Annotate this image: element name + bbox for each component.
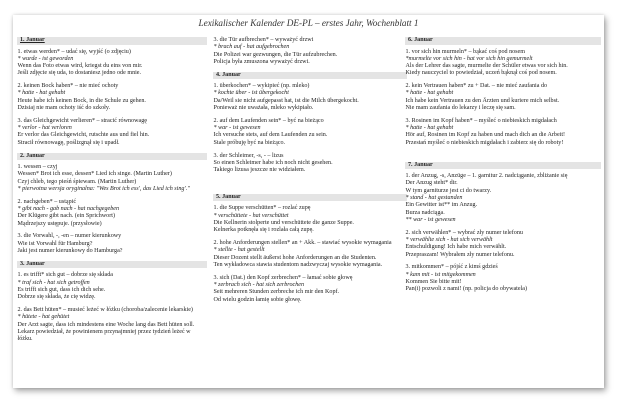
- day-label: 5. Januar: [216, 193, 241, 200]
- page-title: Lexikalischer Kalender DE-PL – erstes Jahr, Wochenblatt 1: [198, 18, 419, 28]
- entry: [405, 230, 601, 259]
- entry-example-de: Als der Lehrer das sagte, murmelte der Schüler etwas vor sich hin.: [405, 63, 568, 70]
- entry-example-de: Hör auf, Rosinen im Kopf zu haben und mach dich an die Arbeit!: [405, 132, 566, 139]
- entry: [213, 240, 407, 269]
- entry: [213, 153, 407, 175]
- entry-example-de: Die Polizei war gezwungen, die Tür aufzubrechen.: [213, 51, 338, 58]
- entry-forms: * hütete - hat gehütet: [17, 314, 70, 321]
- entry-example-pl: Dzisiaj nie mam ochoty iść do szkoły.: [17, 105, 111, 112]
- day-header-6: [405, 37, 601, 45]
- entry: [405, 83, 601, 112]
- entry-forms: * hatte - hat gehabt: [405, 125, 454, 132]
- entry-example-pl: Przepraszam! Wybrałem zły numer telefonu.: [405, 251, 515, 258]
- entry-forms: * verlor - hat verloren: [17, 125, 72, 132]
- entry-head: 3. das Gleichgewicht verlieren* – stracić równowagę: [17, 117, 147, 124]
- entry-forms: * hatte - hat gehabt: [17, 90, 66, 97]
- column-1: [17, 37, 207, 349]
- entry: [17, 199, 207, 228]
- calendar-sheet: [13, 15, 604, 388]
- entry-example-pl: Policja była zmuszona wyważyć drzwi.: [213, 58, 310, 65]
- entry-example-de: Wenn das Foto etwas wird, kriegst du eins von mir.: [17, 63, 143, 70]
- column-2: [213, 37, 407, 310]
- entry-example-de: Wie ist Vorwahl für Hamburg?: [17, 240, 93, 247]
- entry-head: 3. Rosinen im Kopf haben* – myśleć o niebieskich migdałach: [405, 117, 557, 124]
- entry-example-pl: Jaki jest numer kierunkowy do Hamburga?: [17, 248, 123, 255]
- entry: [17, 118, 207, 147]
- entry-forms: * war - ist gewesen: [213, 125, 261, 132]
- entry: [405, 173, 601, 224]
- entry-example-de: Der Klügere gibt nach. (ein Sprichwort): [17, 213, 115, 220]
- day-label: 1. Januar: [20, 37, 45, 43]
- day-header-5: [213, 194, 407, 202]
- entry: [213, 37, 407, 66]
- day-header-2: [17, 153, 207, 161]
- entry-head: 1. überkochen* – wykipieć (np. mleko): [213, 83, 310, 90]
- entry-head: 3. die Vorwahl, -, -en – numer kierunkowy: [17, 233, 122, 240]
- entry: [213, 275, 407, 304]
- entry-example-pl: Stale próbuję być na bieżąco.: [213, 139, 286, 146]
- entry-example-pl: Pan(i) pozwoli z nami! (np. policja do obywatela): [405, 286, 528, 293]
- entry-head: 2. keinen Bock haben* – nie mieć ochoty: [17, 83, 119, 90]
- entry-example-pl: Od wielu godzin łamię sobie głowę.: [213, 296, 302, 303]
- entry-example-de: Er verlor das Gleichgewicht, rutschte aus und fiel hin.: [17, 132, 150, 139]
- entry-forms: * traf sich - hat sich getroffen: [17, 279, 90, 286]
- day-label: 6. Januar: [408, 37, 433, 43]
- entry-example-de: Es trifft sich gut, dass ich dich sehe.: [17, 286, 106, 293]
- day-label: 3. Januar: [20, 260, 45, 267]
- entry: [405, 49, 601, 78]
- entry-example-pl: Nie mam zaufania do lekarzy i leczę się sam.: [405, 105, 516, 112]
- day-label: 2. Januar: [20, 152, 45, 159]
- entry-example-de: Seit mehreren Stunden zerbreche ich mir den Kopf.: [213, 289, 340, 296]
- entry-example-pl: Dobrze się składa, że cię widzę.: [17, 294, 96, 301]
- entry: [17, 272, 207, 301]
- entry-example-de: Wessen* Brot ich esse, dessen* Lied ich singe. (Martin Luther): [17, 171, 172, 178]
- entry: [17, 307, 207, 343]
- entry: [17, 164, 207, 193]
- entry-example-pl: Przestań myśleć o niebieskich migdałach i zabierz się do roboty!: [405, 139, 564, 146]
- entry-forms: * kam mit - ist mitgekommen: [405, 271, 476, 278]
- entry-example-de: Ich habe kein Vertrauen zu den Ärzten und kuriere mich selbst.: [405, 97, 560, 104]
- entry-example-pl: Mądrzejszy ustępuje. (przysłowie): [17, 220, 102, 227]
- entry-head: 1. wessen – czyj: [17, 164, 58, 171]
- entry-example-pl-2: Burza nadciąga.: [405, 209, 445, 216]
- entry-example-pl: Ten wykładowca stawia studentom nadzwyczaj wysokie wymagania.: [213, 262, 383, 269]
- entry-example-pl: Stracił równowagę, poślizgnął się i upadł.: [17, 139, 120, 146]
- entry-example-de: Ich versuche stets, auf dem Laufenden zu sein.: [213, 132, 328, 139]
- day-header-1: [17, 37, 207, 45]
- entry-forms: * wurde - ist geworden: [17, 55, 74, 62]
- entry-head: 3. sich (Dat.) den Kopf zerbrechen* – łamać sobie głowę: [213, 274, 353, 281]
- entry: [213, 205, 407, 234]
- entry-example-de: Kommen Sie bitte mit!: [405, 278, 462, 285]
- entry-example-de-2: Ein Gewitter ist** im Anzug.: [405, 202, 478, 209]
- entry: [17, 233, 207, 255]
- entry-example-pl: Lekarz powiedział, że powinienem przynajmniej przez tydzień leżeć w łóżku.: [17, 328, 191, 343]
- entry: [213, 118, 407, 147]
- entry-forms: * hatte - hat gehabt: [405, 90, 454, 97]
- entry-example-de: So einen Schleimer habe ich noch nicht gesehen.: [213, 159, 333, 166]
- entry-example-de: Der Anzug steht* dir.: [405, 180, 458, 187]
- entry-head: 1. etwas werden* – udać się, wyjść (o zdjęciu): [17, 48, 131, 55]
- entry-example-de: Die Kellnerin stolperte und verschüttete die ganze Suppe.: [213, 220, 354, 227]
- entry-head: 2. das Bett hüten* – musieć leżeć w łóżku (choroba/zalecenie lekarskie): [17, 307, 193, 314]
- entry-example-pl: Ponieważ nie uważała, mleko wykipiało.: [213, 105, 314, 112]
- entry-forms: * stellte - hat gestellt: [213, 247, 265, 254]
- entry-example-de: Dieser Dozent stellt äußerst hohe Anforderungen an die Studenten.: [213, 254, 377, 261]
- entry-head: 3. mitkommen* – pójść z kimś gdzieś: [405, 264, 498, 271]
- day-label: 7. Januar: [408, 161, 433, 168]
- entry-forms: * stand - hat gestanden: [405, 194, 463, 201]
- entry-head: 2. kein Vertrauen haben* zu + Dat. – nie mieć zaufania do: [405, 83, 548, 90]
- entry-head: 2. sich verwählen* – wybrać zły numer telefonu: [405, 229, 523, 236]
- entry-forms: * zerbrach sich - hat sich zerbrochen: [213, 282, 304, 289]
- entry-head: 1. vor sich hin murmeln* – bąkać coś pod nosem: [405, 48, 525, 55]
- entry: [17, 83, 207, 112]
- entry-example-pl: Kelnerka potknęła się i rozlała całą zupę.: [213, 227, 314, 234]
- entry-example-pl: W tym garniturze jest ci do twarzy.: [405, 187, 492, 194]
- entry-forms-2: ** war - ist gewesen: [405, 216, 456, 223]
- entry-example-pl: Kiedy nauczyciel to powiedział, uczeń bąknął coś pod nosem.: [405, 70, 557, 77]
- entry-note: * pierwotna wersja oryginalna: "Wes Brot ich ess', das Lied ich sing'.": [17, 185, 190, 192]
- entry-head: 3. der Schleimer, -s, - – lizus: [213, 152, 284, 159]
- entry: [17, 49, 207, 78]
- entry-head: 1. der Anzug, -s, Anzüge – 1. garnitur 2. nadciąganie, zbliżanie się: [405, 173, 568, 180]
- day-header-7: [405, 162, 601, 170]
- entry: [405, 264, 601, 293]
- entry-forms: * brach auf - hat aufgebrochen: [213, 44, 290, 51]
- entry-head: 1. es trifft* sich gut – dobrze się składa: [17, 272, 114, 279]
- entry-example-pl: Jeśli zdjęcie się uda, to dostaniesz jedno ode mnie.: [17, 70, 142, 77]
- entry-forms: * kochte über - ist übergekocht: [213, 90, 289, 97]
- entry-example-de: Da/Weil sie nicht aufgepasst hat, ist die Milch übergekocht.: [213, 97, 359, 104]
- entry-forms: * gibt nach - gab nach - hat nachgegeben: [17, 206, 120, 213]
- day-header-4: [213, 72, 407, 80]
- column-3: [405, 37, 601, 299]
- entry-head: 2. hohe Anforderungen stellen* an + Akk. – stawiać wysokie wymagania: [213, 240, 392, 247]
- entry-head: 3. die Tür aufbrechen* – wyważyć drzwi: [213, 37, 314, 43]
- entry-head: 2. auf dem Laufenden sein* – być na bieżąco: [213, 117, 324, 124]
- day-header-3: [17, 261, 207, 269]
- entry: [405, 118, 601, 147]
- entry-forms: *murmelte vor sich hin - hat vor sich hin gemurmelt: [405, 55, 533, 62]
- entry-forms: * verwählte sich - hat sich verwählt: [405, 236, 493, 243]
- entry-head: 2. nachgeben* – ustąpić: [17, 198, 77, 205]
- entry-example-pl: Czyj chleb, tego pieśń śpiewam. (Martin Luther): [17, 178, 137, 185]
- entry-forms: * verschüttete - hat verschüttet: [213, 212, 289, 219]
- entry-head: 1. die Suppe verschütten* – rozlać zupę: [213, 205, 311, 212]
- entry-example-de: Der Arzt sagte, dass ich mindestens eine Woche lang das Bett hüten soll.: [17, 321, 195, 328]
- entry-example-de: Heute habe ich keinen Bock, in die Schule zu gehen.: [17, 97, 146, 104]
- entry: [213, 83, 407, 112]
- day-label: 4. Januar: [216, 71, 241, 78]
- entry-example-de: Entschuldigung! Ich habe mich verwählt.: [405, 244, 507, 251]
- entry-example-pl: Takiego lizusa jeszcze nie widziałem.: [213, 167, 306, 174]
